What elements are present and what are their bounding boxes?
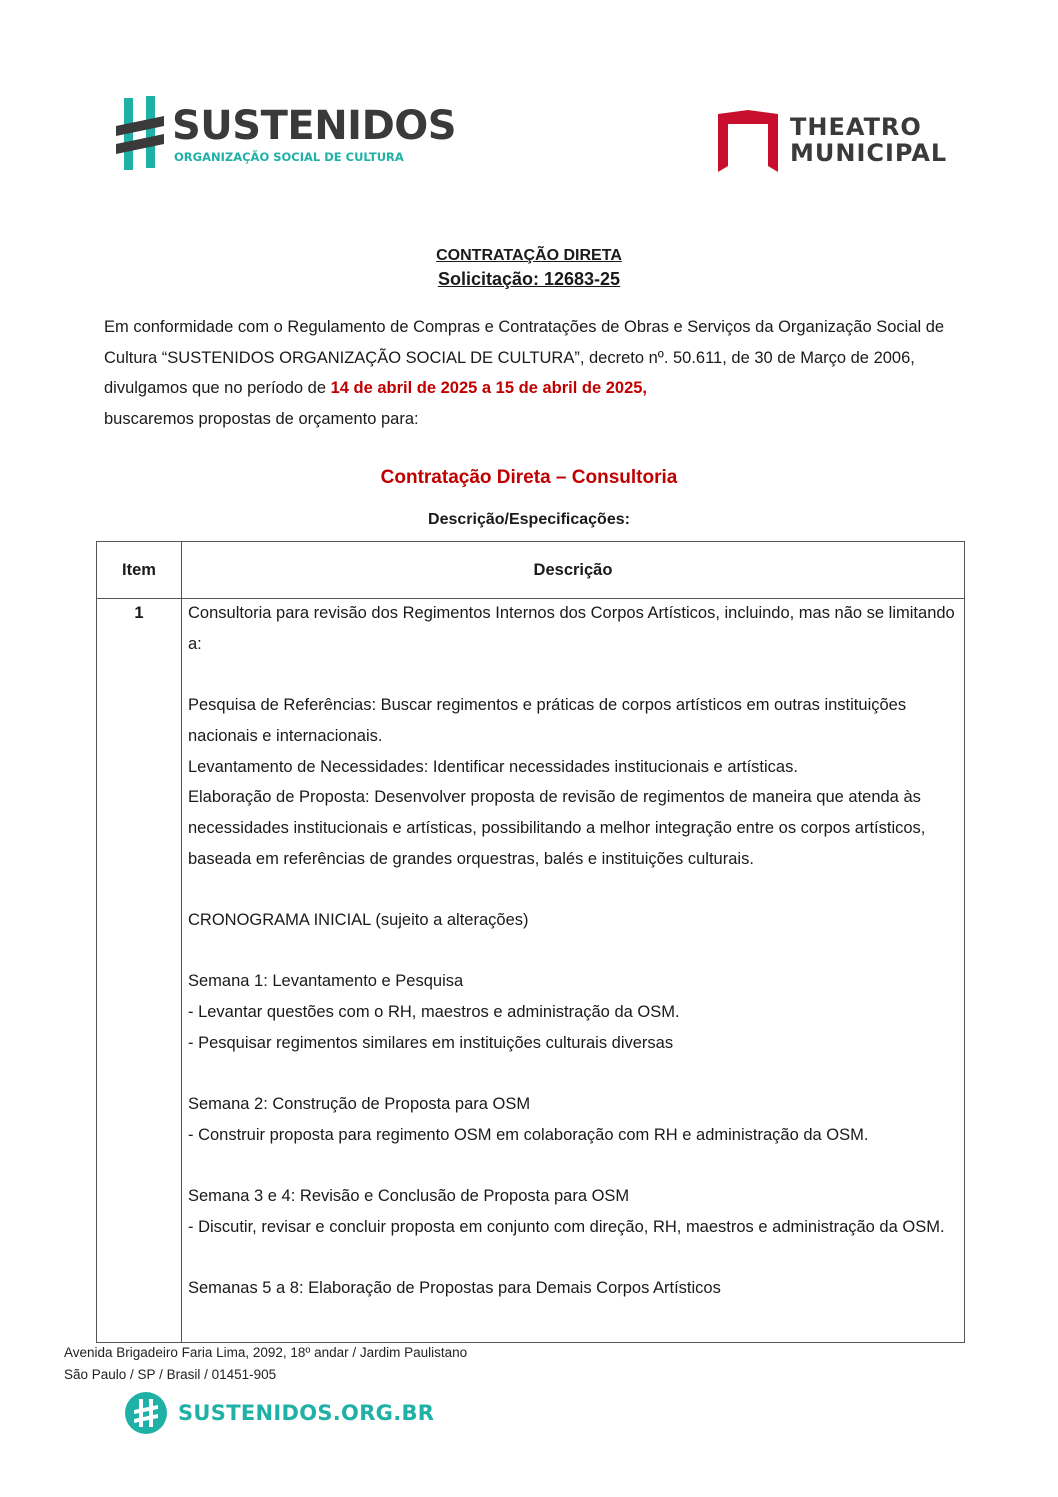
description-line: Levantamento de Necessidades: Identificar necessidades institucionais e artísticas. xyxy=(188,757,798,776)
table-column-divider xyxy=(181,542,182,1342)
description-line: CRONOGRAMA INICIAL (sujeito a alterações) xyxy=(188,911,529,929)
section-title: Contratação Direta – Consultoria xyxy=(380,467,678,488)
sustenidos-logo-subtitle: ORGANIZAÇÃO SOCIAL DE CULTURA xyxy=(174,150,404,164)
sustenidos-logo-text: SUSTENIDOS xyxy=(172,103,457,149)
theatro-logo-line1: THEATRO xyxy=(790,113,922,141)
description-line: - Construir proposta para regimento OSM em colaboração com RH e administração da OSM. xyxy=(188,1125,869,1144)
section-subtitle: Descrição/Especificações: xyxy=(428,511,630,528)
description-line: - Pesquisar regimentos similares em instituições culturais diversas xyxy=(188,1033,674,1052)
description-line: Semanas 5 a 8: Elaboração de Propostas para Demais Corpos Artísticos xyxy=(188,1279,721,1298)
description-line: Semana 1: Levantamento e Pesquisa xyxy=(188,972,464,991)
description-line: Pesquisa de Referências: Buscar regimentos e práticas de corpos artísticos em outras instituições nacionais e internacionais. xyxy=(188,696,907,745)
table-header-item: Item xyxy=(122,560,156,579)
footer-website-link[interactable]: SUSTENIDOS.ORG.BR xyxy=(178,1401,435,1425)
table-cell-item: 1 xyxy=(134,604,144,622)
footer-address-line2: São Paulo / SP / Brasil / 01451-905 xyxy=(64,1367,277,1382)
footer-hash-icon xyxy=(124,1391,168,1435)
theatro-logo-line2: MUNICIPAL xyxy=(790,139,948,167)
description-line: Elaboração de Proposta: Desenvolver proposta de revisão de regimentos de maneira que atenda às necessidades institucionais e artísticas, possibilitando a melhor integração entre os corpos artísticos, baseada em referências de grandes orquestras, balés e instituições culturais. xyxy=(188,788,926,868)
theatro-municipal-logo xyxy=(716,108,956,174)
request-number: Solicitação: 12683-25 xyxy=(437,269,621,289)
intro-paragraph xyxy=(104,312,954,435)
table-header-description: Descrição xyxy=(533,560,613,579)
footer-logo xyxy=(124,1390,434,1436)
document-title: CONTRATAÇÃO DIRETA xyxy=(436,247,622,264)
table-cell-description xyxy=(188,598,962,1304)
footer-address xyxy=(64,1342,467,1386)
intro-text: Em conformidade com o Regulamento de Compras e Contratações de Obras e Serviços da Organização Social de Cultura “SUSTENIDOS ORGANIZAÇÃO SOCIAL DE CULTURA”, decreto nº. 50.611, de 30 de Março de 2006, divulgamos que no período de xyxy=(104,318,945,398)
description-line: - Discutir, revisar e concluir proposta em conjunto com direção, RH, maestros e administração da OSM. xyxy=(188,1217,945,1236)
specification-table xyxy=(96,541,965,1343)
sustenidos-logo xyxy=(116,96,457,172)
description-line: Consultoria para revisão dos Regimentos Internos dos Corpos Artísticos, incluindo, mas não se limitando a: xyxy=(188,604,955,653)
description-line: - Levantar questões com o RH, maestros e administração da OSM. xyxy=(188,1003,680,1022)
description-line: Semana 3 e 4: Revisão e Conclusão de Proposta para OSM xyxy=(188,1187,630,1206)
description-line: Semana 2: Construção de Proposta para OSM xyxy=(188,1095,531,1114)
intro-text-after: buscaremos propostas de orçamento para: xyxy=(104,410,419,429)
theatro-arch-icon xyxy=(716,108,780,172)
intro-period-highlight: 14 de abril de 2025 a 15 de abril de 2025, xyxy=(330,379,648,398)
footer-address-line1: Avenida Brigadeiro Faria Lima, 2092, 18º andar / Jardim Paulistano xyxy=(64,1345,468,1360)
